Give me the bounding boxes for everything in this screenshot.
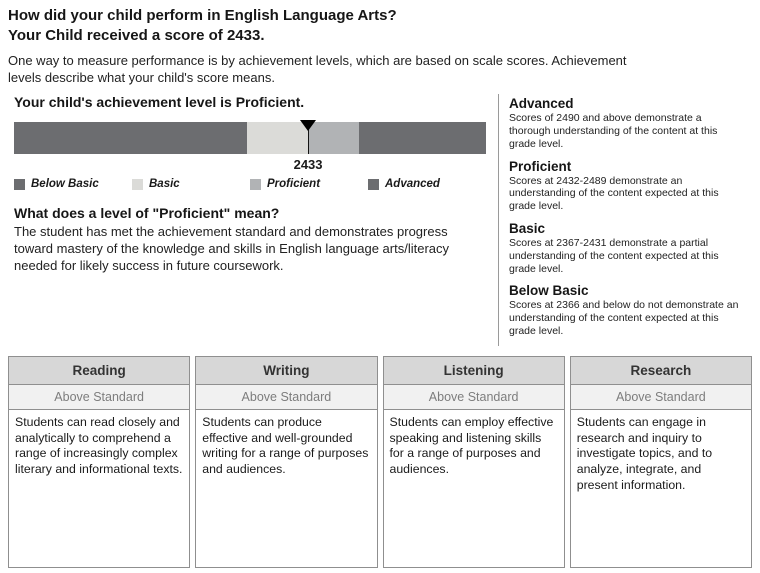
skill-header: Research bbox=[571, 357, 751, 385]
level-title: Proficient bbox=[509, 158, 572, 174]
middle-section bbox=[8, 94, 752, 346]
achievement-legend bbox=[14, 178, 486, 190]
score-bar bbox=[14, 122, 486, 173]
legend-label: Advanced bbox=[385, 178, 440, 191]
legend-item-proficient bbox=[250, 178, 368, 190]
skill-column-listening bbox=[383, 356, 565, 568]
skill-column-writing bbox=[195, 356, 377, 568]
legend-item-advanced bbox=[368, 178, 486, 190]
skill-header: Listening bbox=[384, 357, 564, 385]
skill-standard: Above Standard bbox=[384, 385, 564, 410]
legend-item-basic bbox=[132, 178, 250, 190]
skills-table bbox=[8, 356, 752, 570]
levels-panel bbox=[498, 94, 752, 346]
score-marker-triangle-icon bbox=[300, 120, 316, 131]
level-title: Advanced bbox=[509, 96, 574, 112]
skill-description: Students can engage in research and inquiry to investigate topics, and to analyze, integrate, and present information. bbox=[576, 414, 713, 492]
meaning-heading: What does a level of "Proficient" mean? bbox=[14, 205, 280, 222]
skill-description: Students can employ effective speaking and listening skills for a range of purposes and audiences. bbox=[389, 414, 554, 477]
level-description: Scores at 2367-2431 demonstrate a partial understanding of the content expected at this grade level. bbox=[509, 237, 719, 275]
skill-standard: Above Standard bbox=[196, 385, 376, 410]
legend-swatch-below-basic bbox=[14, 179, 25, 190]
level-description: Scores of 2490 and above demonstrate a thorough understanding of the content at this grade level. bbox=[509, 112, 718, 150]
score-bar-track bbox=[14, 122, 486, 154]
level-description: Scores at 2432-2489 demonstrate an understanding of the content expected at this grade level. bbox=[509, 174, 719, 213]
score-title: Your Child received a score of 2433. bbox=[8, 26, 265, 44]
legend-label: Basic bbox=[149, 178, 180, 191]
legend-item-below-basic bbox=[14, 178, 132, 190]
meaning-paragraph: The student has met the achievement standard and demonstrates progress toward mastery of the knowledge and skills in English language arts/literacy needed for likely success in future coursework. bbox=[14, 224, 450, 274]
legend-swatch-advanced bbox=[368, 179, 379, 190]
skill-description: Students can produce effective and well-grounded writing for a range of purposes and audiences. bbox=[202, 414, 369, 477]
legend-label: Proficient bbox=[267, 178, 321, 191]
level-block-advanced bbox=[509, 96, 752, 150]
level-title: Basic bbox=[509, 221, 546, 237]
page-title: How did your child perform in English Language Arts? bbox=[8, 7, 397, 24]
level-description: Scores at 2366 and below do not demonstrate an understanding of the content expected at this grade level. bbox=[509, 299, 739, 338]
skill-description: Students can read closely and analytically to comprehend a range of increasingly complex literary and informational texts. bbox=[15, 414, 183, 477]
level-title: Below Basic bbox=[509, 283, 589, 299]
intro-paragraph: One way to measure performance is by achievement levels, which are based on scale scores. Achievement levels describe what your child's score means. bbox=[8, 53, 627, 85]
skill-standard: Above Standard bbox=[571, 385, 751, 410]
legend-swatch-basic bbox=[132, 179, 143, 190]
score-marker-value: 2433 bbox=[293, 157, 323, 173]
legend-label: Below Basic bbox=[31, 178, 99, 191]
skill-header: Reading bbox=[9, 357, 189, 385]
skill-header: Writing bbox=[196, 357, 376, 385]
legend-swatch-proficient bbox=[250, 179, 261, 190]
achievement-heading: Your child's achievement level is Proficient. bbox=[14, 94, 305, 111]
skill-column-research bbox=[570, 356, 752, 568]
level-block-proficient bbox=[509, 159, 752, 213]
level-block-below-basic bbox=[509, 283, 752, 337]
skill-standard: Above Standard bbox=[9, 385, 189, 410]
level-block-basic bbox=[509, 221, 752, 275]
achievement-section bbox=[8, 94, 486, 346]
bar-segment-advanced bbox=[359, 122, 486, 154]
skill-column-reading bbox=[8, 356, 190, 568]
bar-segment-below-basic bbox=[14, 122, 247, 154]
